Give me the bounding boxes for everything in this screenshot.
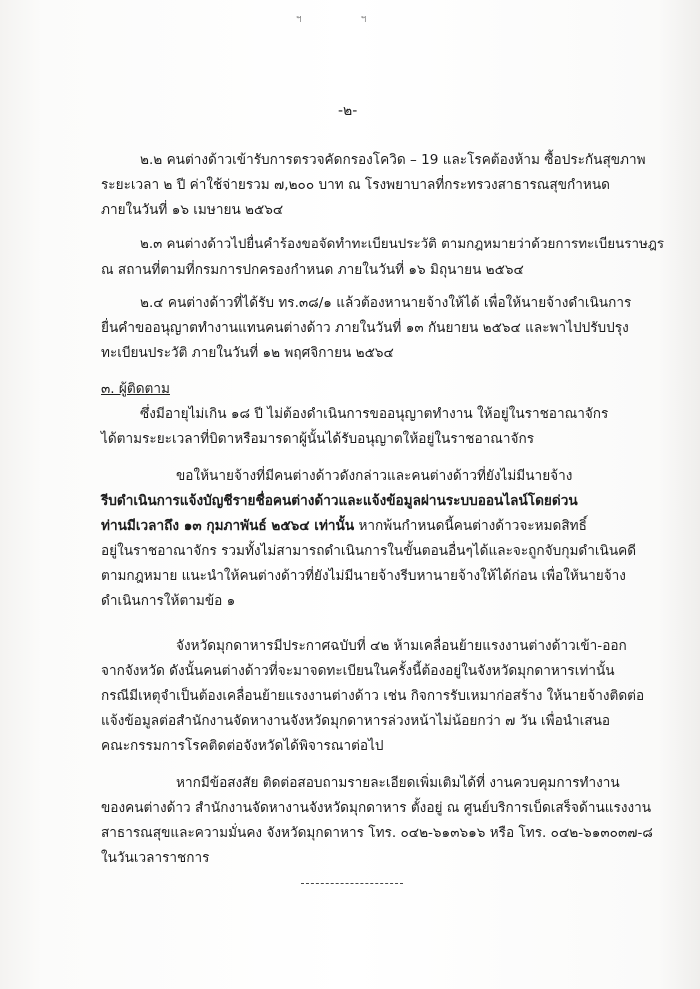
province-para-line-5: คณะกรรมการโรคติดต่อจังหวัดได้พิจารณาต่อไป (101, 738, 384, 754)
item-2-4-line-3: ทะเบียนประวัติ ภายในวันที่ ๑๒ พฤศจิกายน ๒๕๖๔ (101, 345, 394, 361)
employer-para-line-6: ดำเนินการให้ตามข้อ ๑ (101, 593, 236, 609)
contact-para-line-1: หากมีข้อสงสัย ติดต่อสอบถามรายละเอียดเพิ่มเติมได้ที่ งานควบคุมการทำงาน (176, 775, 620, 791)
employer-para-line-3-rest: หากพ้นกำหนดนี้คนต่างด้าวจะหมดสิทธิ์ (354, 518, 587, 534)
province-para-line-4: แจ้งข้อมูลต่อสำนักงานจัดหางานจังหวัดมุกดาหารล่วงหน้าไม่น้อยกว่า ๗ วัน เพื่อนำเสนอ (101, 713, 611, 729)
page-number: -๒- (338, 103, 358, 119)
item-2-4-line-2: ยื่นคำขออนุญาตทำงานแทนคนต่างด้าว ภายในวันที่ ๑๓ กันยายน ๒๕๖๔ และพาไปปรับปรุง (101, 320, 629, 336)
item-2-2-line-3: ภายในวันที่ ๑๖ เมษายน ๒๕๖๔ (101, 202, 284, 218)
employer-para-line-4: อยู่ในราชอาณาจักร รวมทั้งไม่สามารถดำเนินการในขั้นตอนอื่นๆได้และจะถูกจับกุมดำเนินคดี (101, 543, 637, 559)
contact-para-line-4: ในวันเวลาราชการ (101, 850, 210, 866)
province-para-line-1: จังหวัดมุกดาหารมีประกาศฉบับที่ ๔๒ ห้ามเคลื่อนย้ายแรงงานต่างด้าวเข้า-ออก (176, 638, 627, 654)
item-2-2-line-1: ๒.๒ คนต่างด้าวเข้ารับการตรวจคัดกรองโควิด – 19 และโรคต้องห้าม ซื้อประกันสุขภาพ (140, 152, 646, 168)
scan-marks: ฯ ฯ (296, 14, 395, 25)
deadline-text: ท่านมีเวลาถึง ๑๓ กุมภาพันธ์ ๒๕๖๔ เท่านั้น (101, 518, 355, 534)
item-2-4-line-1: ๒.๔ คนต่างด้าวที่ได้รับ ทร.๓๘/๑ แล้วต้องหานายจ้างให้ได้ เพื่อให้นายจ้างดำเนินการ (140, 295, 632, 311)
section-3-line-1: ซึ่งมีอายุไม่เกิน ๑๘ ปี ไม่ต้องดำเนินการขออนุญาตทำงาน ให้อยู่ในราชอาณาจักร (140, 406, 609, 422)
item-2-3-line-2: ณ สถานที่ตามที่กรมการปกครองกำหนด ภายในวันที่ ๑๖ มิถุนายน ๒๕๖๔ (101, 262, 524, 278)
employer-para-line-3 (101, 517, 587, 535)
employer-para-line-5: ตามกฎหมาย แนะนำให้คนต่างด้าวที่ยังไม่มีนายจ้างรีบหานายจ้างให้ได้ก่อน เพื่อให้นายจ้าง (101, 568, 626, 584)
province-para-line-3: กรณีมีเหตุจำเป็นต้องเคลื่อนย้ายแรงงานต่างด้าว เช่น กิจการรับเหมาก่อสร้าง ให้นายจ้างติดต่อ (101, 688, 645, 704)
item-2-2-line-2: ระยะเวลา ๒ ปี ค่าใช้จ่ายรวม ๗,๒๐๐ บาท ณ โรงพยาบาลที่กระทรวงสาธารณสุขกำหนด (101, 177, 610, 193)
end-divider (301, 883, 403, 884)
contact-para-line-3: สาธารณสุขและความมั่นคง จังหวัดมุกดาหาร โทร. ๐๔๒-๖๑๓๖๑๖ หรือ โทร. ๐๔๒-๖๑๓๐๓๗-๘ (101, 825, 653, 841)
section-3-line-2: ได้ตามระยะเวลาที่บิดาหรือมารดาผู้นั้นได้รับอนุญาตให้อยู่ในราชอาณาจักร (101, 431, 535, 447)
province-para-line-2: จากจังหวัด ดังนั้นคนต่างด้าวที่จะมาจดทะเบียนในครั้งนี้ต้องอยู่ในจังหวัดมุกดาหารเท่านั้น (101, 663, 615, 679)
section-3-heading: ๓. ผู้ติดตาม (101, 381, 170, 397)
employer-para-line-1: ขอให้นายจ้างที่มีคนต่างด้าวดังกล่าวและคนต่างด้าวที่ยังไม่มีนายจ้าง (176, 468, 573, 484)
contact-para-line-2: ของคนต่างด้าว สำนักงานจัดหางานจังหวัดมุกดาหาร ตั้งอยู่ ณ ศูนย์บริการเบ็ดเสร็จด้านแรงงาน (101, 800, 652, 816)
employer-para-line-2: รีบดำเนินการแจ้งบัญชีรายชื่อคนต่างด้าวและแจ้งข้อมูลผ่านระบบออนไลน์โดยด่วน (101, 493, 578, 509)
item-2-3-line-1: ๒.๓ คนต่างด้าวไปยื่นคำร้องขอจัดทำทะเบียนประวัติ ตามกฎหมายว่าด้วยการทะเบียนราษฎร (140, 237, 665, 252)
